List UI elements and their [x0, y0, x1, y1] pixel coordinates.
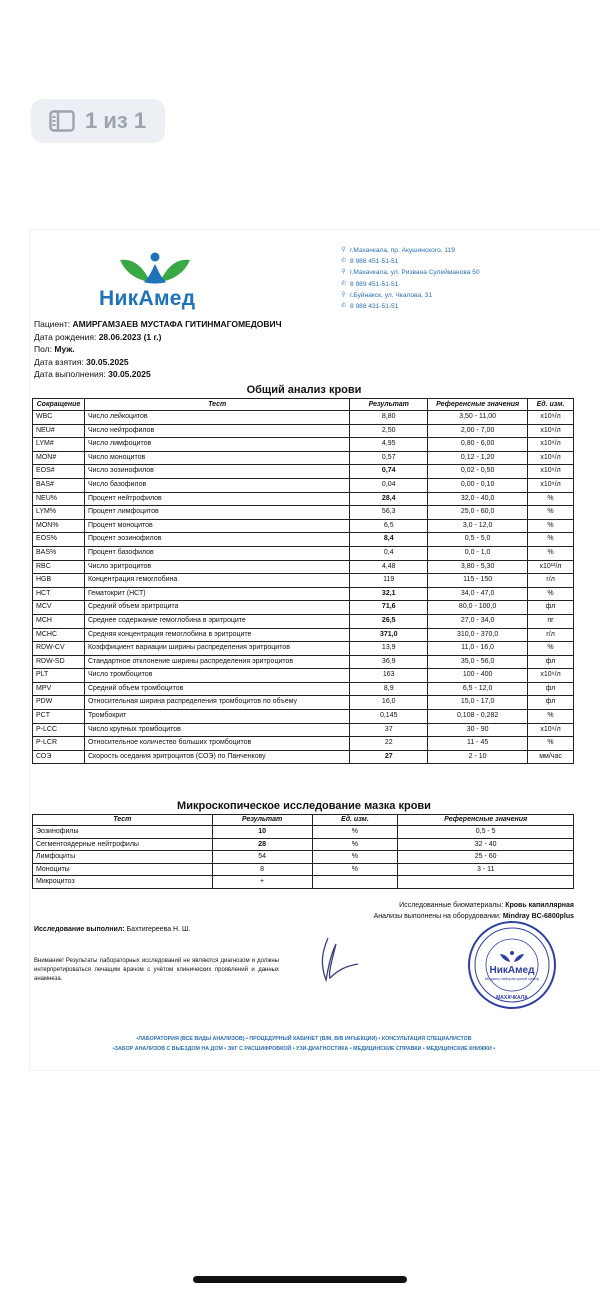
result-cell: 36,9: [350, 655, 428, 669]
result-cell: 119: [350, 574, 428, 588]
reference-cell: 310,0 - 370,0: [428, 628, 528, 642]
result-cell: 8,9: [350, 682, 428, 696]
result-cell: 0,145: [350, 710, 428, 724]
test-cell: Число нейтрофилов: [84, 424, 349, 438]
table-row: [33, 838, 574, 851]
reference-cell: 0,0 - 1,0: [428, 546, 528, 560]
unit-cell: фл: [528, 682, 574, 696]
unit-cell: x10¹²/л: [528, 560, 574, 574]
unit-cell: x10⁹/л: [528, 438, 574, 452]
column-header: Тест: [33, 815, 213, 826]
biomaterial-row: Исследованные биоматериалы: Кровь капиллярная: [399, 902, 574, 909]
abbr-cell: P-LCR: [33, 737, 85, 751]
performer-row: Исследование выполнил: Бахтигереева Н. Ш.: [34, 926, 191, 933]
abbr-cell: СОЭ: [33, 750, 85, 764]
unit-cell: %: [528, 546, 574, 560]
unit-cell: x10⁹/л: [528, 424, 574, 438]
table-row: [33, 574, 574, 588]
test-cell: Относительная ширина распределения тромбоцитов по объему: [84, 696, 349, 710]
column-header: Ед. изм.: [312, 815, 398, 826]
table-row: [33, 546, 574, 560]
abbr-cell: NEU%: [33, 492, 85, 506]
stamp-name: НикАмед: [489, 965, 535, 976]
column-header: Результат: [350, 399, 428, 411]
reference-cell: 3,0 - 12,0: [428, 519, 528, 533]
column-header: Референсные значения: [428, 399, 528, 411]
test-cell: Средний объем эритроцита: [84, 601, 349, 615]
table-header-row: [33, 815, 574, 826]
reference-cell: 15,0 - 17,0: [428, 696, 528, 710]
unit-cell: [312, 876, 398, 889]
reference-cell: 0,5 - 5: [398, 826, 574, 839]
test-cell: Число лейкоцитов: [84, 411, 349, 425]
table-row: [33, 506, 574, 520]
lab-report-page: [30, 230, 600, 1070]
test-cell: Число базофилов: [84, 478, 349, 492]
test-cell: Лимфоциты: [33, 851, 213, 864]
unit-cell: %: [528, 533, 574, 547]
test-cell: Число эозинофилов: [84, 465, 349, 479]
test-cell: Сегментоядерные нейтрофилы: [33, 838, 213, 851]
reference-cell: 0,12 - 1,20: [428, 451, 528, 465]
table-row: [33, 492, 574, 506]
reference-cell: 0,00 - 0,10: [428, 478, 528, 492]
unit-cell: %: [312, 838, 398, 851]
cbc-table: [32, 398, 574, 764]
unit-cell: x10⁹/л: [528, 478, 574, 492]
abbr-cell: HCT: [33, 587, 85, 601]
reference-cell: 32 - 40: [398, 838, 574, 851]
reference-cell: 0,02 - 0,50: [428, 465, 528, 479]
abbr-cell: PLT: [33, 669, 85, 683]
abbr-cell: RDW-CV: [33, 642, 85, 656]
column-header: Тест: [84, 399, 349, 411]
test-cell: Коэффициент вариации ширины распределения эритроцитов: [84, 642, 349, 656]
clinic-logo-icon: [100, 246, 210, 290]
table-row: [33, 533, 574, 547]
test-cell: Процент базофилов: [84, 546, 349, 560]
abbr-cell: LYM#: [33, 438, 85, 452]
test-cell: Относительное количество больших тромбоцитов: [84, 737, 349, 751]
table-row: [33, 696, 574, 710]
unit-cell: x10⁹/л: [528, 669, 574, 683]
phone-icon: ✆: [340, 280, 347, 287]
test-cell: Число крупных тромбоцитов: [84, 723, 349, 737]
result-cell: +: [212, 876, 312, 889]
unit-cell: %: [312, 851, 398, 864]
table-row: [33, 614, 574, 628]
home-indicator[interactable]: [193, 1276, 407, 1283]
table-row: [33, 710, 574, 724]
test-cell: Число лимфоцитов: [84, 438, 349, 452]
contact-row: ✆ 8 988 451-51-51: [340, 256, 480, 267]
unit-cell: x10⁹/л: [528, 723, 574, 737]
reference-cell: 3,50 - 11,00: [428, 411, 528, 425]
test-cell: Процент эозинофилов: [84, 533, 349, 547]
table-row: [33, 723, 574, 737]
table-row: [33, 411, 574, 425]
unit-cell: %: [528, 519, 574, 533]
column-header: Ед. изм.: [528, 399, 574, 411]
table-row: [33, 826, 574, 839]
location-icon: ⚲: [341, 269, 346, 276]
test-cell: Число эритроцитов: [84, 560, 349, 574]
unit-cell: %: [528, 710, 574, 724]
abbr-cell: MPV: [33, 682, 85, 696]
reference-cell: 25 - 60: [398, 851, 574, 864]
unit-cell: фл: [528, 655, 574, 669]
footer-services-2: •ЗАБОР АНАЛИЗОВ С ВЫЕЗДОМ НА ДОМ • ЭКГ С РАСШИФРОВКОЙ • УЗИ-ДИАГНОСТИКА • МЕДИЦИНСКИЕ СПРАВКИ • МЕДИЦИНСКИЕ КНИЖКИ •: [112, 1046, 496, 1052]
biomaterial-info: [374, 900, 574, 922]
unit-cell: пг: [528, 614, 574, 628]
reference-cell: 2 - 10: [428, 750, 528, 764]
reference-cell: 6,5 - 12,0: [428, 682, 528, 696]
sidebar-icon: [49, 110, 75, 132]
location-icon: ⚲: [341, 291, 346, 298]
abbr-cell: LYM%: [33, 506, 85, 520]
reference-cell: 0,5 - 5,0: [428, 533, 528, 547]
result-cell: 0,57: [350, 451, 428, 465]
unit-cell: %: [528, 506, 574, 520]
column-header: Референсные значения: [398, 815, 574, 826]
table-row: [33, 737, 574, 751]
reference-cell: 80,0 - 100,0: [428, 601, 528, 615]
contact-row: ⚲ г.Махачкала, пр. Акушинского, 119: [340, 245, 480, 256]
abbr-cell: MCV: [33, 601, 85, 615]
sample-date-row: Дата взятия: 30.05.2025: [34, 356, 129, 367]
footer-services-1: •ЛАБОРАТОРИЯ (ВСЕ ВИДЫ АНАЛИЗОВ) • ПРОЦЕДУРНЫЙ КАБИНЕТ (В/М, В/В ИНЪЕКЦИИ) • КОНСУЛЬТАЦИЯ СПЕЦИАЛИСТОВ: [136, 1036, 472, 1042]
table-row: [33, 682, 574, 696]
reference-cell: 3 - 11: [398, 863, 574, 876]
result-cell: 54: [212, 851, 312, 864]
abbr-cell: BAS%: [33, 546, 85, 560]
table-row: [33, 642, 574, 656]
reference-cell: 2,00 - 7,00: [428, 424, 528, 438]
abbr-cell: PCT: [33, 710, 85, 724]
table-row: [33, 863, 574, 876]
abbr-cell: MCH: [33, 614, 85, 628]
stamp-city: МАХАЧКАЛА: [496, 995, 528, 1001]
test-cell: Гематокрит (НСТ): [84, 587, 349, 601]
abbr-cell: MON#: [33, 451, 85, 465]
result-cell: 27: [350, 750, 428, 764]
result-cell: 32,1: [350, 587, 428, 601]
abbr-cell: P-LCC: [33, 723, 85, 737]
reference-cell: 0,108 - 0,282: [428, 710, 528, 724]
abbr-cell: EOS%: [33, 533, 85, 547]
test-cell: Число моноцитов: [84, 451, 349, 465]
test-cell: Процент нейтрофилов: [84, 492, 349, 506]
table-row: [33, 628, 574, 642]
cbc-title: Общий анализ крови: [246, 384, 362, 396]
result-cell: 26,5: [350, 614, 428, 628]
result-cell: 37: [350, 723, 428, 737]
result-cell: 22: [350, 737, 428, 751]
clinic-name: НикАмед: [99, 287, 196, 310]
disclaimer-note: Внимание! Результаты лабораторных исследований не являются диагнозом и должны интерпретироваться лечащим врачом с учётом клинических проявлений и данных анамнеза.: [34, 958, 279, 982]
unit-cell: %: [528, 642, 574, 656]
test-cell: Скорость оседания эритроцитов (СОЭ) по Панченкову: [84, 750, 349, 764]
result-cell: 0,4: [350, 546, 428, 560]
reference-cell: 3,80 - 5,30: [428, 560, 528, 574]
result-cell: 71,6: [350, 601, 428, 615]
unit-cell: x10⁹/л: [528, 411, 574, 425]
smear-title: Микроскопическое исследование мазка крови: [177, 800, 431, 812]
table-row: [33, 478, 574, 492]
table-row: [33, 465, 574, 479]
reference-cell: 25,0 - 60,0: [428, 506, 528, 520]
unit-cell: %: [312, 863, 398, 876]
equipment-row: Анализы выполнены на оборудовании: Mindray BC-6800plus: [373, 913, 574, 920]
reference-cell: [398, 876, 574, 889]
phone-icon: ✆: [340, 303, 347, 310]
test-cell: Стандартное отклонение ширины распределения эритроцитов: [84, 655, 349, 669]
patient-birth-row: Дата рождения: 28.06.2023 (1 г.): [34, 331, 162, 342]
table-row: [33, 876, 574, 889]
abbr-cell: MCHC: [33, 628, 85, 642]
test-cell: Процент лимфоцитов: [84, 506, 349, 520]
unit-cell: г/л: [528, 628, 574, 642]
test-cell: Тромбокрит: [84, 710, 349, 724]
clinic-contacts: [340, 245, 480, 312]
unit-cell: %: [528, 492, 574, 506]
abbr-cell: MON%: [33, 519, 85, 533]
reference-cell: 0,80 - 6,00: [428, 438, 528, 452]
test-cell: Процент моноцитов: [84, 519, 349, 533]
table-row: [33, 601, 574, 615]
page-indicator[interactable]: [31, 99, 165, 143]
reference-cell: 32,0 - 40,0: [428, 492, 528, 506]
result-cell: 371,0: [350, 628, 428, 642]
result-cell: 6,5: [350, 519, 428, 533]
abbr-cell: PDW: [33, 696, 85, 710]
table-row: [33, 655, 574, 669]
result-cell: 2,50: [350, 424, 428, 438]
reference-cell: 115 - 150: [428, 574, 528, 588]
patient-info: [34, 318, 282, 381]
test-cell: Средняя концентрация гемоглобина в эритроците: [84, 628, 349, 642]
abbr-cell: RBC: [33, 560, 85, 574]
result-cell: 8,4: [350, 533, 428, 547]
reference-cell: 27,0 - 34,0: [428, 614, 528, 628]
unit-cell: x10⁹/л: [528, 451, 574, 465]
unit-cell: x10⁹/л: [528, 465, 574, 479]
page-indicator-label: 1 из 1: [85, 108, 147, 133]
result-cell: 0,74: [350, 465, 428, 479]
table-row: [33, 560, 574, 574]
test-cell: Среднее содержание гемоглобина в эритроците: [84, 614, 349, 628]
patient-sex-row: Пол: Муж.: [34, 344, 75, 355]
result-cell: 13,9: [350, 642, 428, 656]
reference-cell: 11 - 45: [428, 737, 528, 751]
unit-cell: мм/час: [528, 750, 574, 764]
contact-row: ✆ 8 988 431-51-51: [340, 301, 480, 312]
table-row: [33, 750, 574, 764]
reference-cell: 35,0 - 56,0: [428, 655, 528, 669]
column-header: Результат: [212, 815, 312, 826]
abbr-cell: WBC: [33, 411, 85, 425]
patient-name-row: Пациент: АМИРГАМЗАЕВ МУСТАФА ГИТИНМАГОМЕДОВИЧ: [34, 319, 282, 329]
unit-cell: %: [528, 737, 574, 751]
test-cell: Число тромбоцитов: [84, 669, 349, 683]
clinic-stamp-icon: [467, 920, 557, 1010]
table-header-row: [33, 399, 574, 411]
reference-cell: 34,0 - 47,0: [428, 587, 528, 601]
unit-cell: фл: [528, 601, 574, 615]
stamp-subtitle: Медико-лабораторный центр: [484, 976, 540, 981]
table-row: [33, 851, 574, 864]
location-icon: ⚲: [341, 247, 346, 253]
contact-row: ⚲ г.Буйнакск, ул. Чкалова, 31: [340, 290, 480, 301]
table-row: [33, 451, 574, 465]
done-date-row: Дата выполнения: 30.05.2025: [34, 369, 151, 380]
result-cell: 28,4: [350, 492, 428, 506]
contact-row: ⚲ г.Махачкала, ул. Ризвана Сулейманова 50: [340, 267, 480, 278]
table-row: [33, 669, 574, 683]
result-cell: 8,80: [350, 411, 428, 425]
signature-icon: [308, 930, 368, 990]
test-cell: Микроцитоз: [33, 876, 213, 889]
result-cell: 56,3: [350, 506, 428, 520]
result-cell: 4,95: [350, 438, 428, 452]
result-cell: 8: [212, 863, 312, 876]
test-cell: Моноциты: [33, 863, 213, 876]
table-row: [33, 587, 574, 601]
reference-cell: 11,0 - 16,0: [428, 642, 528, 656]
abbr-cell: RDW-SD: [33, 655, 85, 669]
unit-cell: %: [528, 587, 574, 601]
test-cell: Концентрация гемоглобина: [84, 574, 349, 588]
result-cell: 4,48: [350, 560, 428, 574]
result-cell: 16,0: [350, 696, 428, 710]
abbr-cell: NEU#: [33, 424, 85, 438]
column-header: Сокращение: [33, 399, 85, 411]
table-row: [33, 519, 574, 533]
table-row: [33, 424, 574, 438]
smear-table: [32, 814, 574, 889]
phone-icon: ✆: [340, 258, 347, 265]
result-cell: 28: [212, 838, 312, 851]
abbr-cell: BAS#: [33, 478, 85, 492]
abbr-cell: HGB: [33, 574, 85, 588]
test-cell: Эозинофилы: [33, 826, 213, 839]
result-cell: 0,04: [350, 478, 428, 492]
abbr-cell: EOS#: [33, 465, 85, 479]
contact-row: ✆ 8 989 451-51-51: [340, 279, 480, 290]
result-cell: 163: [350, 669, 428, 683]
unit-cell: г/л: [528, 574, 574, 588]
table-row: [33, 438, 574, 452]
result-cell: 10: [212, 826, 312, 839]
unit-cell: %: [312, 826, 398, 839]
unit-cell: фл: [528, 696, 574, 710]
reference-cell: 100 - 400: [428, 669, 528, 683]
reference-cell: 30 - 90: [428, 723, 528, 737]
test-cell: Средний объем тромбоцитов: [84, 682, 349, 696]
